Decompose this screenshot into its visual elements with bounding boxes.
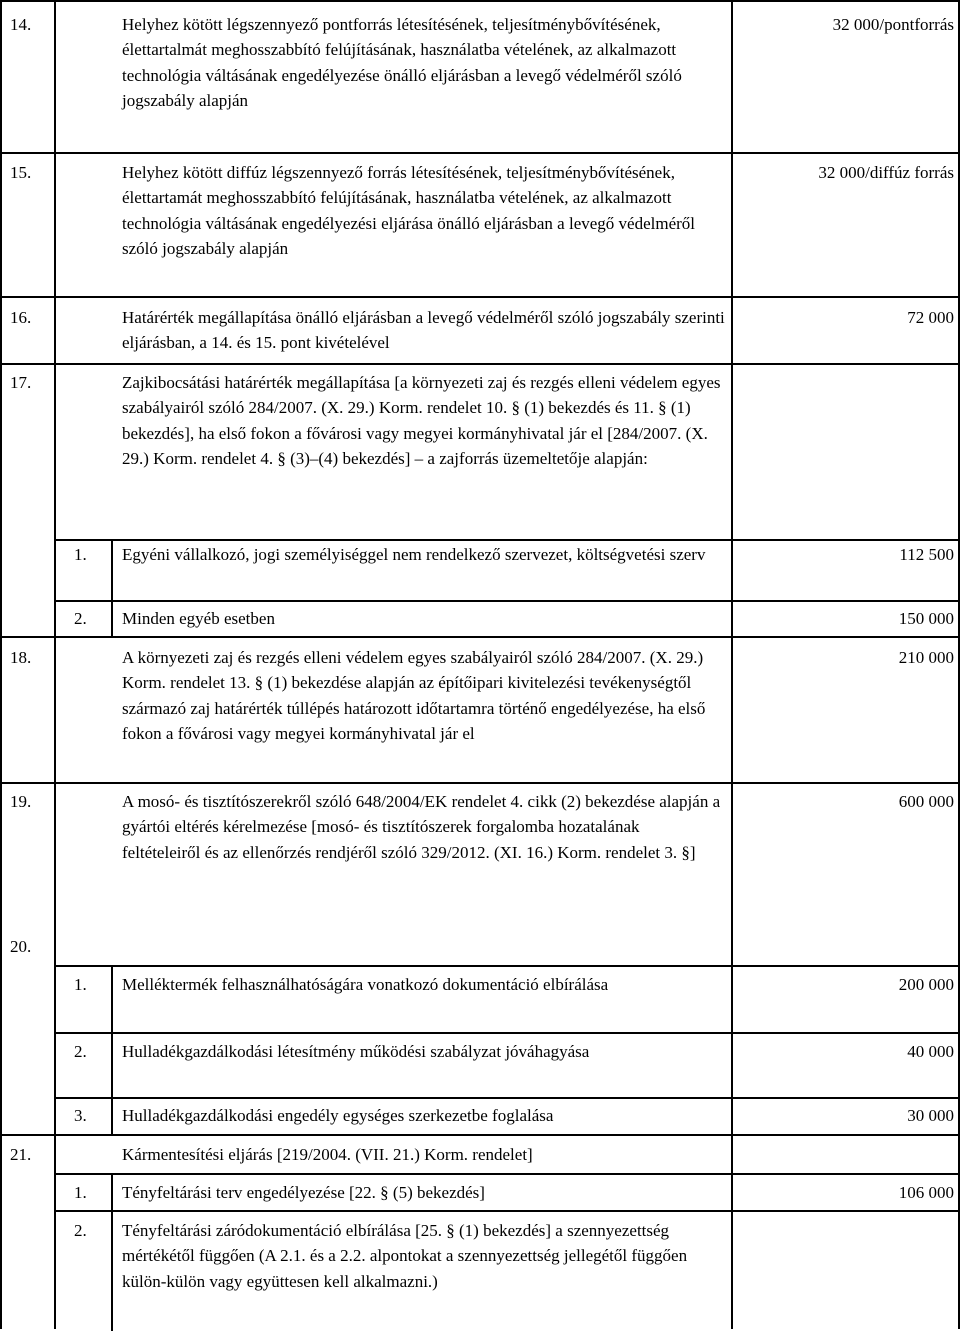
row-number: 17. — [10, 373, 32, 392]
sub-row-fee: 112 500 — [899, 545, 954, 564]
row-fee: 210 000 — [898, 648, 954, 667]
row-divider — [2, 363, 958, 365]
row-fee: 72 000 — [907, 308, 954, 327]
row-divider — [54, 539, 958, 541]
row-number: 14. — [10, 15, 32, 34]
row-number: 20. — [10, 937, 32, 956]
sub-row-description: Minden egyéb esetben — [122, 609, 275, 628]
row-description: Helyhez kötött diffúz légszennyező forrás létesítésének, teljesítménybővítésének, élettartamát meghosszabbító felújításának, használatba vételének, az alkalmazott technológia váltásának engedélyezési eljárása önálló eljárásban a levegő védelméről szóló jogszabály alapján — [122, 163, 696, 259]
sub-row-number: 1. — [74, 1183, 87, 1202]
row-divider — [2, 1134, 958, 1136]
sub-row-number: 1. — [74, 975, 87, 994]
column-divider — [111, 965, 113, 1134]
row-divider — [2, 296, 958, 298]
sub-row-description: Tényfeltárási záródokumentáció elbírálása [25. § (1) bekezdés] a szennyezettség mértékétől függően (A 2.1. és a 2.2. alpontokat a szennyezettség jellegétől függően külön-külön vagy együttesen kell alkalmazni.) — [122, 1221, 688, 1291]
column-divider — [54, 2, 56, 1329]
row-description: A mosó- és tisztítószerekről szóló 648/2004/EK rendelet 4. cikk (2) bekezdése alapján a gyártói eltérés kérelmezése [mosó- és tisztítószerek forgalomba hozatalának feltételeiről és az ellenőrzés rendjéről szóló 329/2012. (XI. 16.) Korm. rendelet 3. §] — [122, 792, 721, 862]
row-divider — [2, 152, 958, 154]
row-description: A környezeti zaj és rezgés elleni védelem egyes szabályairól szóló 284/2007. (X. 29.) Korm. rendelet 13. § (1) bekezdése alapján az építőipari kivitelezési tevékenységtől származó zaj határérték túllépés határozott időtartamra történő engedélyezése, ha első fokon a fővárosi vagy megyei kormányhivatal jár el — [122, 648, 706, 744]
row-divider — [54, 1173, 958, 1175]
sub-row-description: Hulladékgazdálkodási létesítmény működési szabályzat jóváhagyása — [122, 1042, 590, 1061]
sub-row-description: Hulladékgazdálkodási engedély egységes szerkezetbe foglalása — [122, 1106, 554, 1125]
row-divider — [54, 965, 958, 967]
row-divider — [54, 1097, 958, 1099]
sub-row-description: Melléktermék felhasználhatóságára vonatkozó dokumentáció elbírálása — [122, 975, 609, 994]
sub-row-fee: 40 000 — [907, 1042, 954, 1061]
row-number: 21. — [10, 1145, 32, 1164]
row-fee: 600 000 — [898, 792, 954, 811]
sub-row-description: Egyéni vállalkozó, jogi személyiséggel nem rendelkező szervezet, költségvetési szerv — [122, 545, 706, 564]
sub-row-description: Tényfeltárási terv engedélyezése [22. § (5) bekezdés] — [122, 1183, 485, 1202]
row-description: Helyhez kötött légszennyező pontforrás létesítésének, teljesítménybővítésének, élettartalmát meghosszabbító felújításának, használatba vételének, az alkalmazott technológia váltásának engedélyezése önálló eljárásban a levegő védelméről szóló jogszabály alapján — [122, 15, 682, 111]
sub-row-number: 2. — [74, 609, 87, 628]
row-fee: 32 000/diffúz forrás — [818, 163, 954, 182]
sub-row-number: 1. — [74, 545, 87, 564]
sub-row-fee: 106 000 — [898, 1183, 954, 1202]
sub-row-number: 2. — [74, 1042, 87, 1061]
sub-row-fee: 200 000 — [898, 975, 954, 994]
column-divider — [111, 1173, 113, 1331]
sub-row-number: 3. — [74, 1106, 87, 1125]
row-description: Zajkibocsátási határérték megállapítása [a környezeti zaj és rezgés elleni védelem egyes szabályairól szóló 284/2007. (X. 29.) Korm. rendelet 10. § (1) bekezdés és 11. § (1) bekezdés], ha első fokon a fővárosi vagy megyei kormányhivatal jár el [284/2007. (X. 29.) Korm. rendelet 4. § (3)–(4) bekezdés] – a zajforrás üzemeltetője alapján: — [122, 373, 721, 469]
row-number: 19. — [10, 792, 32, 811]
row-number: 16. — [10, 308, 32, 327]
sub-row-fee: 150 000 — [898, 609, 954, 628]
column-divider — [731, 2, 733, 1329]
sub-row-fee: 30 000 — [907, 1106, 954, 1125]
column-divider — [111, 539, 113, 636]
sub-row-number: 2. — [74, 1221, 87, 1240]
row-divider — [2, 782, 958, 784]
row-number: 15. — [10, 163, 32, 182]
row-divider — [54, 600, 958, 602]
row-description: Határérték megállapítása önálló eljárásban a levegő védelméről szóló jogszabály szerinti eljárásban, a 14. és 15. pont kivételével — [122, 308, 725, 353]
row-divider — [54, 1210, 958, 1212]
row-description: Kármentesítési eljárás [219/2004. (VII. 21.) Korm. rendelet] — [122, 1145, 533, 1164]
row-divider — [2, 636, 958, 638]
row-divider — [54, 1032, 958, 1034]
row-number: 18. — [10, 648, 32, 667]
row-fee: 32 000/pontforrás — [832, 15, 954, 34]
